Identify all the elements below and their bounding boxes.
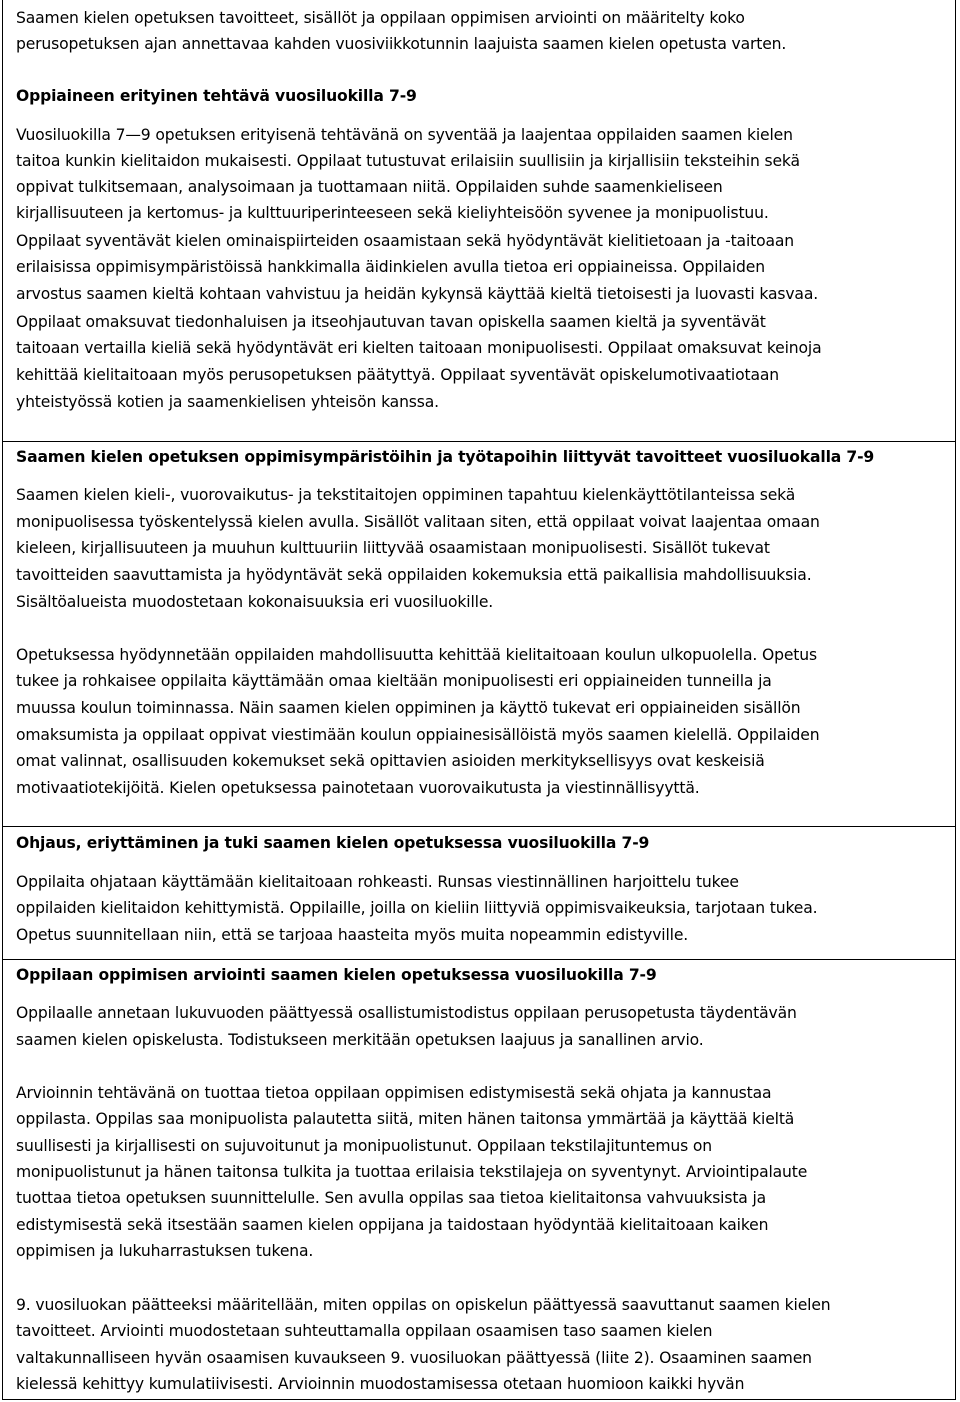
paragraph-line: kieleen, kirjallisuuteen ja muuhun kulttuuriin liittyvää osaamistaan monipuolisesti. Sisällöt tukevat [16, 539, 770, 557]
paragraph-line: saamen kielen opiskelusta. Todistukseen merkitään opetuksen laajuus ja sanallinen arvio. [16, 1031, 704, 1049]
section-heading: Ohjaus, eriyttäminen ja tuki saamen kielen opetuksessa vuosiluokilla 7-9 [16, 834, 650, 852]
paragraph-line: monipuolistunut ja hänen taitonsa tulkita ja tuottaa erilaisia tekstilajeja on syventynyt. Arviointipalaute [16, 1163, 808, 1181]
paragraph-line: Oppilaat syventävät kielen ominaispiirteiden osaamistaan sekä hyödyntävät kielitietoaan ja -taitoaan [16, 232, 794, 250]
paragraph-line: Oppilaat omaksuvat tiedonhaluisen ja itseohjautuvan tavan opiskella saamen kieltä ja syventävät [16, 313, 766, 331]
paragraph-line: edistymisestä sekä itsestään saamen kielen oppijana ja taidostaan hyödyntää kielitaitoaan kaiken [16, 1216, 769, 1234]
paragraph-line: erilaisissa oppimisympäristöissä hankkimalla äidinkielen avulla tietoa eri oppiaineissa. Oppilaiden [16, 258, 765, 276]
paragraph-line: oppilaiden kielitaidon kehittymistä. Oppilaille, joilla on kieliin liittyviä oppimisvaikeuksia, tarjotaan tukea. [16, 899, 818, 917]
section-box-learning-environments [2, 441, 956, 826]
paragraph-line: Arvioinnin tehtävänä on tuottaa tietoa oppilaan oppimisen edistymisestä sekä ohjata ja kannustaa [16, 1084, 772, 1102]
paragraph-line: Opetus suunnitellaan niin, että se tarjoaa haasteita myös muita nopeammin edistyville. [16, 926, 689, 944]
paragraph-line: omaksumista ja oppilaat oppivat viestimään koulun oppiainesisällöistä myös saamen kielellä. Oppilaiden [16, 726, 820, 744]
paragraph-line: suullisesti ja kirjallisesti on sujuvoitunut ja monipuolistunut. Oppilaan tekstilajituntemus on [16, 1137, 713, 1155]
paragraph-line: Opetuksessa hyödynnetään oppilaiden mahdollisuutta kehittää kielitaitoaan koulun ulkopuolella. Opetus [16, 646, 817, 664]
section-heading: Oppiaineen erityinen tehtävä vuosiluokilla 7-9 [16, 87, 417, 105]
paragraph-line: kehittää kielitaitoaan myös perusopetuksen päätyttyä. Oppilaat syventävät opiskelumotivaatiotaan [16, 366, 779, 384]
paragraph-line: tuottaa tietoa opetuksen suunnittelulle. Sen avulla oppilas saa tietoa kielitaitonsa vahvuuksista ja [16, 1189, 767, 1207]
paragraph-line: taitoaan vertailla kieliä sekä hyödyntävät eri kielten taitoaan monipuolisesti. Oppilaat omaksuvat keinoja [16, 339, 822, 357]
paragraph-line: Oppilaalle annetaan lukuvuoden päättyessä osallistumistodistus oppilaan perusopetusta täydentävän [16, 1004, 797, 1022]
section-box-guidance [2, 826, 956, 959]
paragraph-line: kirjallisuuteen ja kertomus- ja kulttuuriperinteeseen sekä kieliyhteisöön syvenee ja monipuolistuu. [16, 204, 769, 222]
paragraph-line: kielessä kehittyy kumulatiivisesti. Arvioinnin muodostamisessa otetaan huomioon kaikki hyvän [16, 1375, 745, 1393]
paragraph-line: yhteistyössä kotien ja saamenkielisen yhteisön kanssa. [16, 393, 439, 411]
paragraph-line: muussa koulun toiminnassa. Näin saamen kielen oppiminen ja käyttö tukevat eri oppiaineiden sisällön [16, 699, 801, 717]
paragraph-line: tavoitteiden saavuttamista ja hyödyntävät sekä oppilaiden kokemuksia että paikallisia mahdollisuuksia. [16, 566, 812, 584]
intro-line: perusopetuksen ajan annettavaa kahden vuosiviikkotunnin laajuista saamen kielen opetusta varten. [16, 35, 787, 53]
paragraph-line: Vuosiluokilla 7—9 opetuksen erityisenä tehtävänä on syventää ja laajentaa oppilaiden saamen kielen [16, 126, 793, 144]
paragraph-line: monipuolisessa työskentelyssä kielen avulla. Sisällöt valitaan siten, että oppilaat voivat laajentaa omaan [16, 513, 820, 531]
paragraph-line: oppimisen ja lukuharrastuksen tukena. [16, 1242, 314, 1260]
paragraph-line: oppivat tulkitsemaan, analysoimaan ja tuottamaan niitä. Oppilaiden suhde saamenkieliseen [16, 178, 723, 196]
paragraph-line: Saamen kielen kieli-, vuorovaikutus- ja tekstitaitojen oppiminen tapahtuu kielenkäyttötilanteissa sekä [16, 486, 796, 504]
paragraph-line: omat valinnat, osallisuuden kokemukset sekä opittavien asioiden merkityksellisyys ovat keskeisiä [16, 752, 765, 770]
paragraph-line: valtakunnalliseen hyvän osaamisen kuvaukseen 9. vuosiluokan päättyessä (liite 2). Osaaminen saamen [16, 1349, 812, 1367]
section-box-intro [2, 0, 956, 441]
paragraph-line: 9. vuosiluokan päätteeksi määritellään, miten oppilas on opiskelun päättyessä saavuttanut saamen kielen [16, 1296, 831, 1314]
paragraph-line: taitoa kunkin kielitaidon mukaisesti. Oppilaat tutustuvat erilaisiin suullisiin ja kirjallisiin teksteihin sekä [16, 152, 800, 170]
intro-line: Saamen kielen opetuksen tavoitteet, sisällöt ja oppilaan oppimisen arviointi on määritelty koko [16, 9, 745, 27]
paragraph-line: motivaatiotekijöitä. Kielen opetuksessa painotetaan vuorovaikutusta ja viestinnällisyyttä. [16, 779, 700, 797]
section-box-assessment [2, 959, 956, 1400]
paragraph-line: Sisältöalueista muodostetaan kokonaisuuksia eri vuosiluokille. [16, 593, 494, 611]
paragraph-line: Oppilaita ohjataan käyttämään kielitaitoaan rohkeasti. Runsas viestinnällinen harjoittelu tukee [16, 873, 739, 891]
paragraph-line: tukee ja rohkaisee oppilaita käyttämään omaa kieltään monipuolisesti eri oppiaineiden tunneilla ja [16, 672, 772, 690]
section-heading: Oppilaan oppimisen arviointi saamen kielen opetuksessa vuosiluokilla 7-9 [16, 966, 657, 984]
paragraph-line: oppilasta. Oppilas saa monipuolista palautetta siitä, miten hänen taitonsa ymmärtää ja käyttää kieltä [16, 1110, 795, 1128]
paragraph-line: arvostus saamen kieltä kohtaan vahvistuu ja heidän kykynsä käyttää kieltä tietoisesti ja luovasti kasvaa. [16, 285, 819, 303]
section-heading: Saamen kielen opetuksen oppimisympäristöihin ja työtapoihin liittyvät tavoitteet vuosiluokalla 7-9 [16, 448, 875, 466]
paragraph-line: tavoitteet. Arviointi muodostetaan suhteuttamalla oppilaan osaamisen taso saamen kielen [16, 1322, 713, 1340]
